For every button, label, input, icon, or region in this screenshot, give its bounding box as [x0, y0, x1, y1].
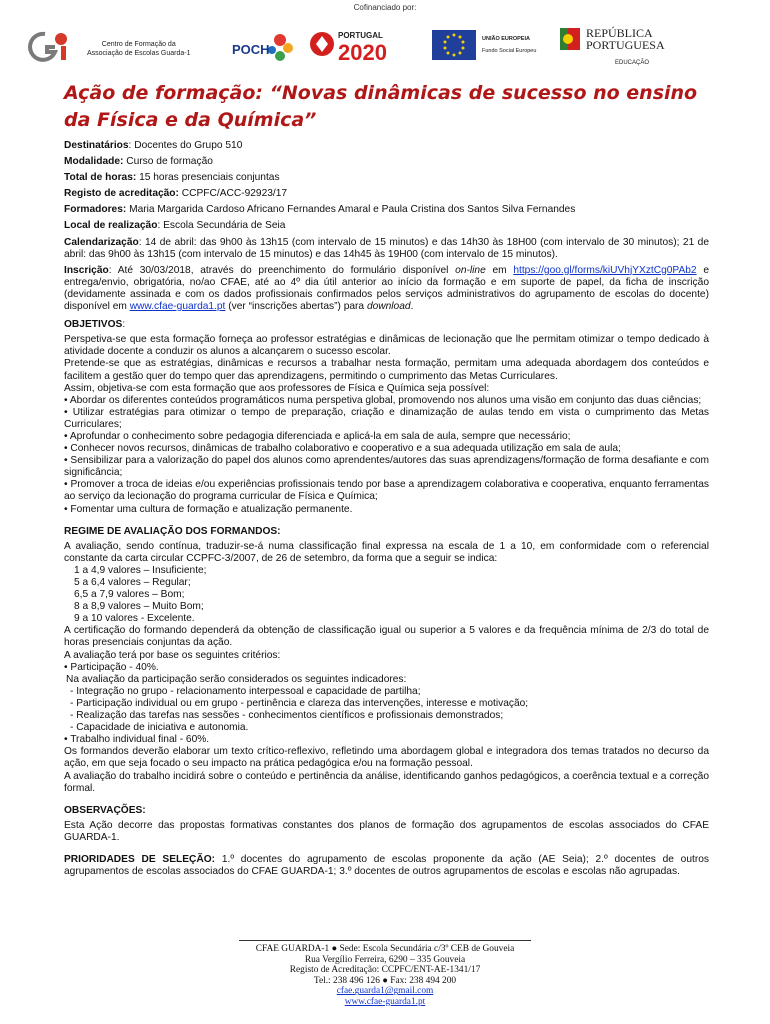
download-text: download: [366, 301, 411, 313]
objetivos-bullet: • Utilizar estratégias para otimizar o tempo de preparação, criação e dinamização de aulas tendo em vista o cumprimento das Metas Curriculares;: [64, 406, 709, 430]
field-destinatarios: [64, 140, 709, 152]
field-local: [64, 220, 709, 232]
year-2020-text: 2020: [338, 40, 387, 65]
cfae-mark-icon: [25, 30, 75, 62]
field-value: Maria Margarida Cardoso Africano Fernandes Amaral e Paula Cristina dos Santos Silva Fernandes: [126, 204, 576, 216]
field-label: Local de realização: [64, 220, 158, 232]
poch-logo: [230, 24, 295, 70]
cfae-website-link[interactable]: www.cfae-guarda1.pt: [129, 301, 226, 313]
footer-line: Tel.: 238 496 126 ● Fax: 238 494 200: [313, 975, 457, 986]
footer-website-link[interactable]: www.cfae-guarda1.pt: [344, 996, 426, 1007]
footer: [0, 940, 770, 1008]
field-value: : Até 30/03/2018, através do preenchimento do formulário disponível: [108, 264, 456, 276]
participacao-intro: Na avaliação da participação serão considerados os seguintes indicadores:: [66, 673, 407, 685]
field-formadores: [64, 204, 709, 216]
field-label: Formadores:: [64, 204, 127, 216]
field-value: em: [485, 264, 514, 276]
objetivos-bullet: • Aprofundar o conhecimento sobre pedagogia diferenciada e aplicá-la em sala de aula, sempre que necessário;: [64, 430, 571, 442]
fse-text: Fundo Social Europeu: [482, 48, 537, 54]
ue-text: UNIÃO EUROPEIA: [482, 36, 530, 42]
indicator-item: - Realização das tarefas nas sessões - conhecimentos científicos e profissionais demonstrados;: [70, 710, 504, 722]
footer-divider: [239, 940, 531, 941]
scale-item: 8 a 8,9 valores – Muito Bom;: [74, 601, 204, 613]
objetivos-line: Perspetiva-se que esta formação forneça ao professor estratégias e dinâmicas de lecionação que lhe permitam otimizar o tempo dedicado à atividade docente a conduzir os alunos a alcançarem o sucesso escolar.: [64, 334, 709, 358]
heading-text: OBJETIVOS: [64, 319, 123, 331]
regime-certification: A certificação do formando dependerá da obtenção de classificação igual ou superior a 5 valores e da frequência mínima de 2/3 do total de horas presenciais conjuntas da ação.: [64, 625, 709, 649]
scale-item: 9 a 10 valores - Excelente.: [74, 613, 195, 625]
scale-item: 6,5 a 7,9 valores – Bom;: [74, 589, 185, 601]
portugal-text: PORTUGAL: [338, 31, 383, 40]
poch-text: POCH: [232, 42, 270, 57]
eu-logo: [432, 24, 537, 70]
registration-form-link[interactable]: https://goo.gl/forms/kiUVhjYXztCg0PAb2: [513, 264, 697, 276]
trabalho-description: Os formandos deverão elaborar um texto crítico-reflexivo, refletindo uma abordagem global e integradora dos temas tratados no decurso da ação, em que seja focado o seu impacto na prática pedagógica e/ou na formação pessoal.: [64, 746, 709, 770]
heading-colon: :: [122, 319, 126, 331]
trabalho-evaluation: A avaliação do trabalho incidirá sobre o conteúdo e pertinência da análise, identificando ganhos pedagógicos, a coerência textual e a correção formal.: [64, 770, 709, 794]
portugal-2020-logo: [308, 24, 418, 70]
cfae-logo-line: Centro de Formação da: [101, 41, 176, 48]
criterion-participacao: • Participação - 40%.: [64, 661, 159, 673]
field-registo: [64, 188, 709, 200]
field-value: : Escola Secundária de Seia: [157, 220, 286, 232]
indicator-item: - Capacidade de iniciativa e autonomia.: [70, 722, 249, 734]
field-value: : 14 de abril: das 9h00 às 13h15 (com intervalo de 15 minutos) e das 14h30 às 18H00 (com intervalo de 30 minutos); 21 de abril: das 9h00 às 13h15 (com intervalo de 15 minutos) e das 14h45 às 19H00 (com intervalo de 15 minutos).: [64, 236, 709, 260]
objetivos-bullet: • Sensibilizar para a valorização do papel dos alunos como aprendentes/autores das suas aprendizagens/formação de forma desafiante e com significância;: [64, 455, 709, 479]
objetivos-bullet: • Promover a troca de ideias e/ou experiências profissionais tendo por base a aprendizagem colaborativa e cooperativa, enquanto ferramentas ao serviço da lecionação do programa curricular de Física e Química;: [64, 479, 709, 503]
republica-portuguesa-logo: [560, 24, 690, 70]
field-value: Curso de formação: [123, 156, 213, 168]
footer-line: Registo de Acreditação: CCPFC/ENT-AE-1341/17: [289, 965, 481, 976]
sponsor-logos: [25, 24, 745, 70]
field-horas: [64, 172, 709, 184]
prioridades-label: PRIORIDADES DE SELEÇÃO:: [64, 853, 216, 865]
field-value: (ver “inscrições abertas”) para: [225, 301, 367, 313]
field-value: : Docentes do Grupo 510: [128, 140, 243, 151]
cofinanced-label: Cofinanciado por:: [353, 3, 417, 12]
footer-line: Rua Vergílio Ferreira, 6290 – 335 Gouveia: [304, 954, 466, 965]
regime-intro: A avaliação, sendo contínua, traduzir-se-á numa classificação final expressa na escala de 1 a 10, em conformidade com o referencial constante da carta circular CCPFC-3/2007, de 26 de setembro, da forma que a seguir se indica:: [64, 540, 709, 564]
online-text: on-line: [455, 264, 486, 276]
field-label: Modalidade:: [64, 156, 124, 168]
footer-email-link[interactable]: cfae.guarda1@gmail.com: [336, 986, 434, 997]
objetivos-bullet: • Conhecer novos recursos, dinâmicas de trabalho colaborativo e cooperativo e a sua adequada utilização em sala de aula;: [64, 443, 621, 455]
field-modalidade: [64, 156, 709, 168]
field-label: Destinatários: [64, 140, 129, 151]
objetivos-bullet: • Fomentar uma cultura de formação e atualização permanente.: [64, 503, 353, 515]
objetivos-line: Assim, objetiva-se com esta formação que aos professores de Física e Química seja possível:: [64, 382, 490, 394]
field-label: Total de horas:: [64, 172, 137, 184]
cfae-logo: [25, 24, 225, 70]
regime-heading: REGIME DE AVALIAÇÃO DOS FORMANDOS:: [64, 525, 281, 537]
scale-item: 5 a 6,4 valores – Regular;: [74, 577, 191, 588]
footer-line: CFAE GUARDA-1 ● Sede: Escola Secundária c/3º CEB de Gouveia: [255, 944, 515, 954]
field-value: CCPFC/ACC-92923/17: [178, 188, 288, 200]
objetivos-heading: [64, 319, 709, 331]
field-value: .: [410, 301, 414, 313]
document-body: [64, 140, 709, 882]
page-title: Ação de formação: “Novas dinâmicas de sucesso no ensino da Física e da Química”: [64, 82, 698, 131]
field-inscricao: [64, 265, 709, 313]
indicator-item: - Participação individual ou em grupo - pertinência e clareza das intervenções, interesse e motivação;: [70, 697, 529, 709]
objetivos-line: Pretende-se que as estratégias, dinâmicas e recursos a trabalhar nesta formação, permitam uma adequada abordagem dos conteúdos e facilitem a gestão quer do tempo quer das aprendizagens, permitindo o cumprimento das Metas Curriculares.: [64, 358, 709, 382]
field-value: 15 horas presenciais conjuntas: [136, 172, 280, 184]
field-value: e entrega/envio, obrigatória, no/ao CFAE, até ao 4º dia útil anterior ao início da formação e em suporte de papel, da ficha de inscrição (devidamente assinada e com os dados profissionais confirmados pelos serviços administrativos do agrupamento de escolas do docente) disponível em: [64, 264, 709, 313]
field-label: Inscrição: [64, 264, 109, 276]
portuguesa-text: PORTUGUESA: [586, 38, 665, 52]
prioridades: [64, 854, 709, 878]
scale-item: 1 a 4,9 valores – Insuficiente;: [74, 564, 207, 576]
observacoes-heading: OBSERVAÇÕES:: [64, 804, 146, 816]
field-label: Registo de acreditação:: [64, 188, 179, 200]
field-calendarizacao: [64, 237, 709, 261]
indicator-item: - Integração no grupo - relacionamento interpessoal e capacidade de partilha;: [70, 685, 421, 697]
cfae-logo-line: Associação de Escolas Guarda-1: [87, 50, 191, 57]
cfae-logo-text: [87, 40, 191, 58]
republica-text: REPÚBLICA: [586, 26, 653, 40]
observacoes-text: Esta Ação decorre das propostas formativas constantes dos planos de formação dos agrupamentos de escolas associados do CFAE GUARDA-1.: [64, 819, 709, 843]
criterion-trabalho: • Trabalho individual final - 60%.: [64, 734, 210, 746]
regime-basis: A avaliação terá por base os seguintes critérios:: [64, 649, 281, 661]
prioridades-text: 1.º docentes do agrupamento de escolas proponente da ação (AE Seia); 2.º docentes de outros agrupamentos de escolas associados do CFAE GUARDA-1; 3.º docentes de outros agrupamentos de escolas e escolas não agrupadas.: [64, 853, 709, 878]
educacao-text: EDUCAÇÃO: [615, 60, 650, 66]
field-label: Calendarização: [64, 236, 139, 248]
objetivos-bullet: • Abordar os diferentes conteúdos programáticos numa perspetiva global, promovendo nos alunos uma visão em conjunto das duas ciências;: [64, 394, 702, 406]
